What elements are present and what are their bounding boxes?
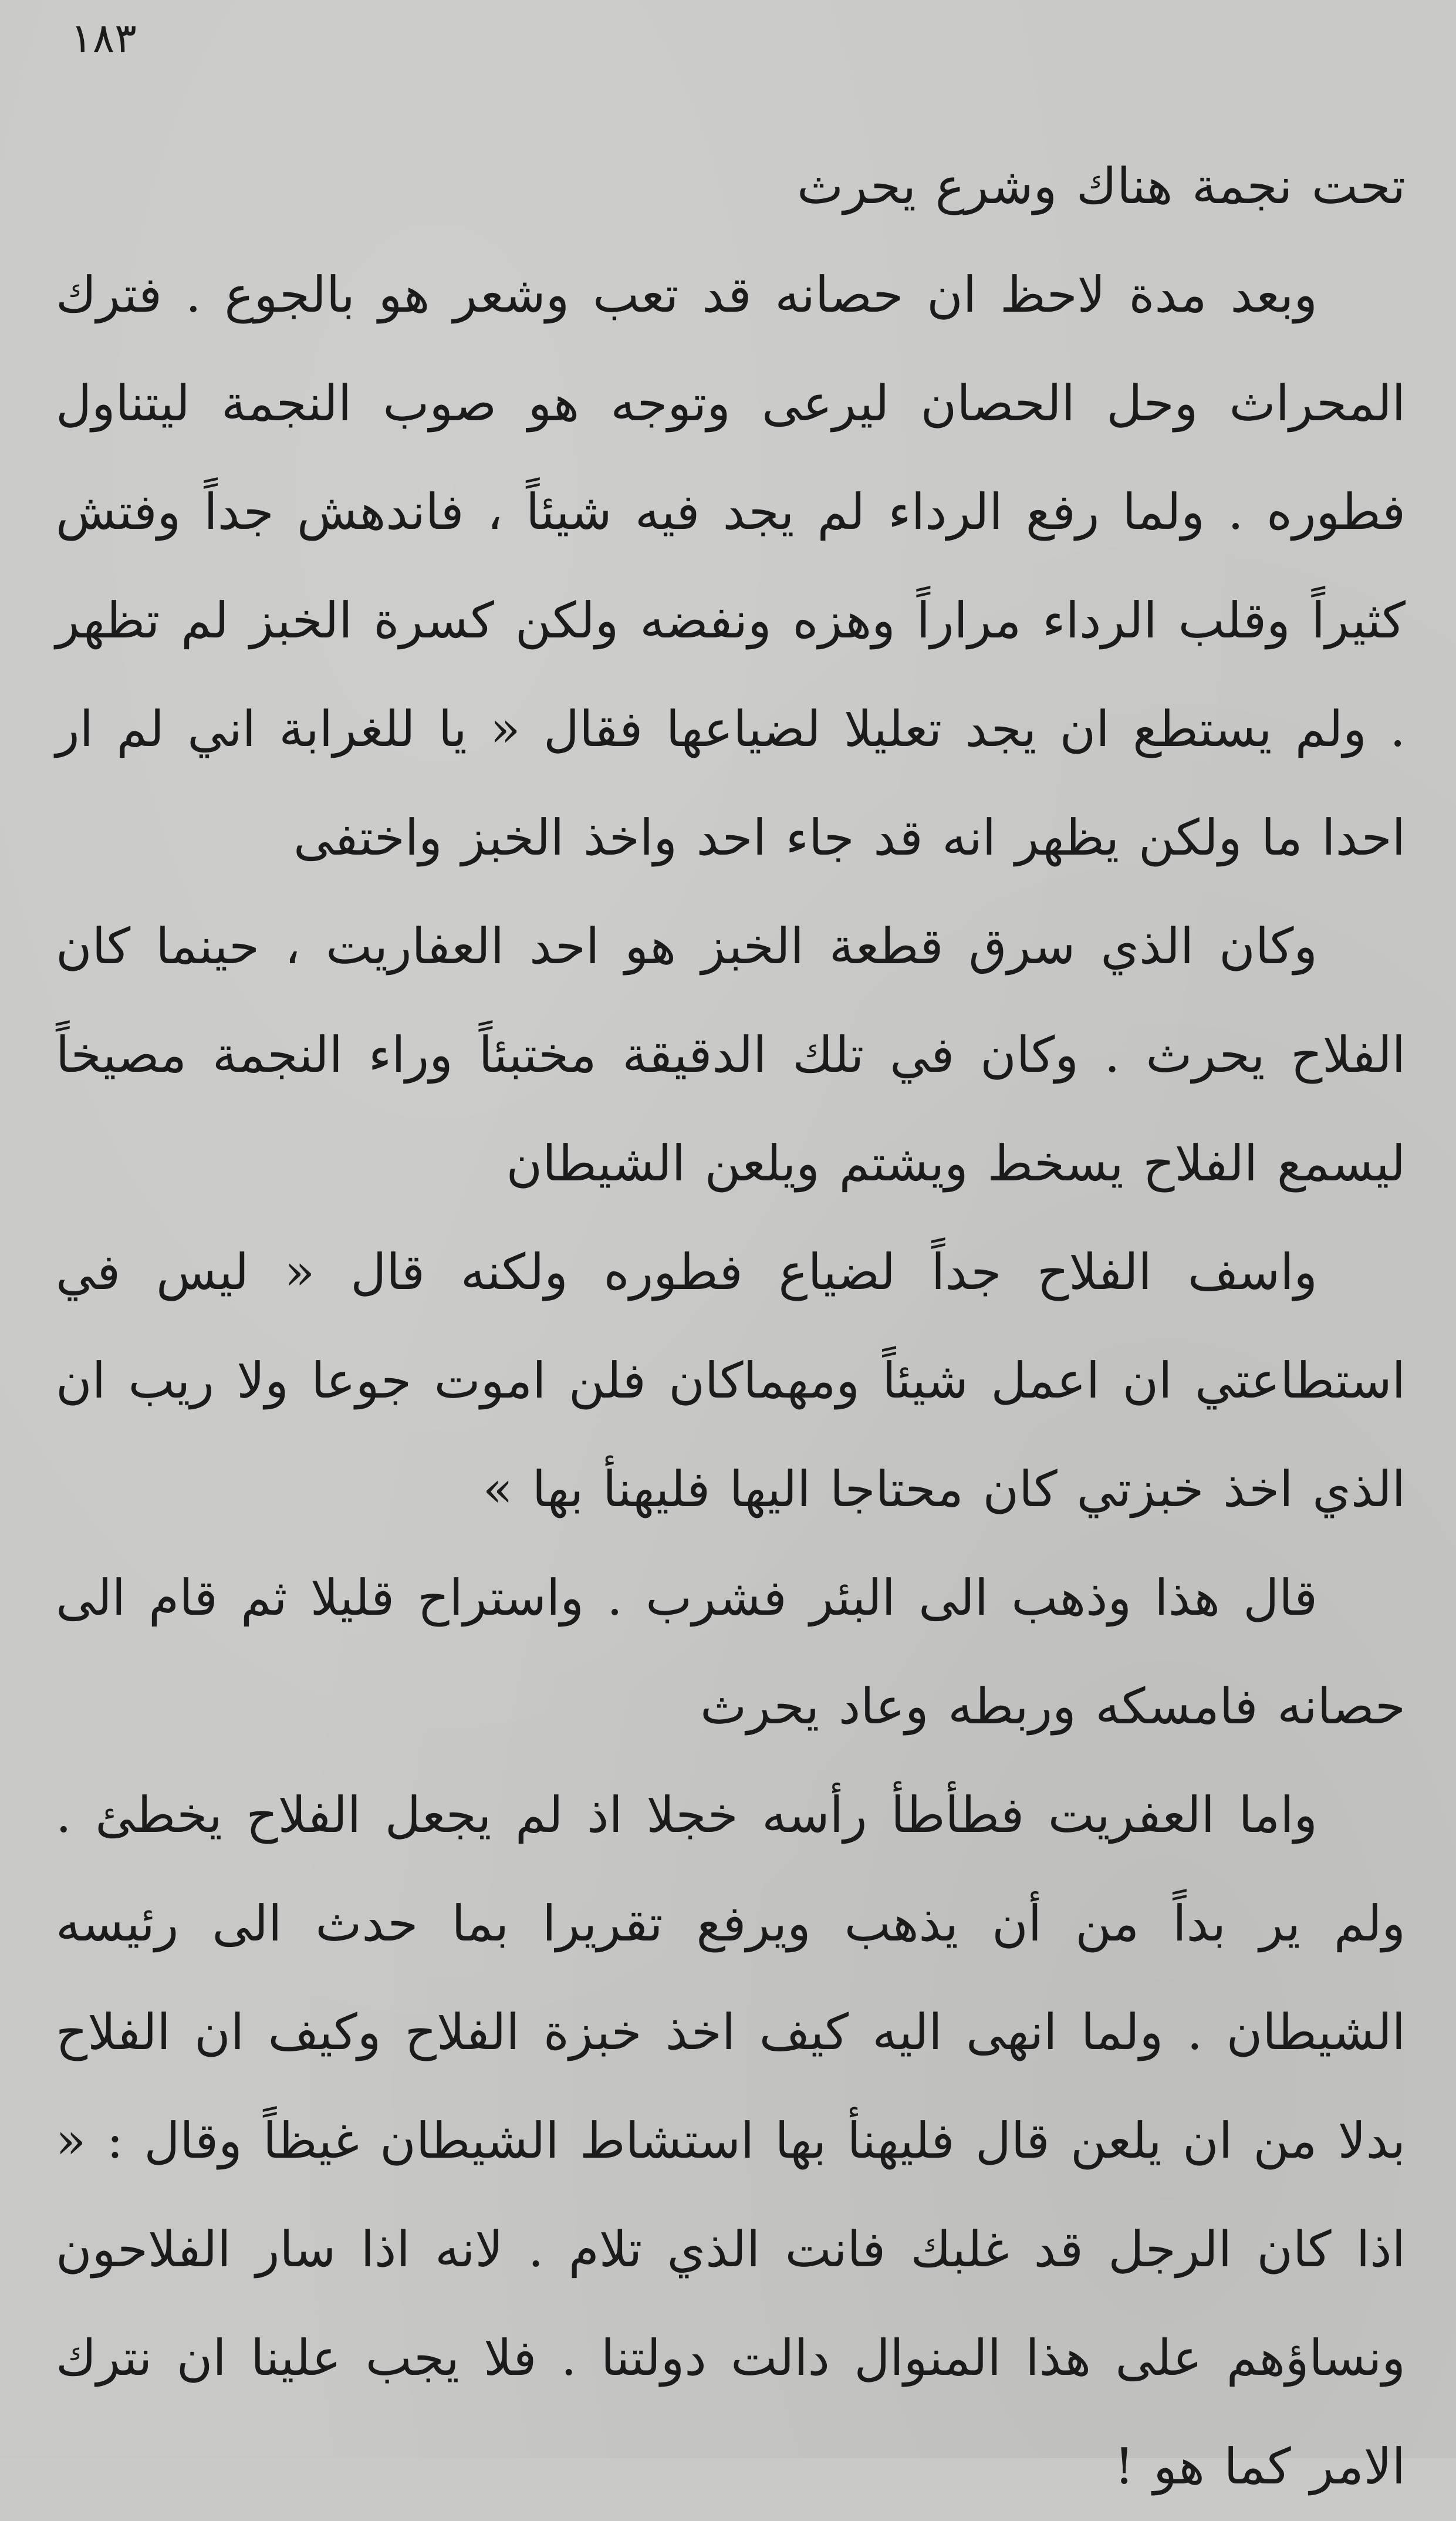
paragraph-1: تحت نجمة هناك وشرع يحرث [796, 157, 1406, 215]
body-text [56, 132, 1406, 2521]
paragraph-3: وكان الذي سرق قطعة الخبز هو احد العفاريت ، حينما كان الفلاح يحرث . وكان في تلك الدقيقة مختبئاً وراء النجمة مصيخاً ليسمع الفلاح يسخط ويشتم ويلعن الشيطان [56, 917, 1406, 1192]
paragraph-6: واما العفريت فطأطأ رأسه خجلا اذ لم يجعل الفلاح يخطئ . ولم ير بداً من أن يذهب ويرفع تقريرا بما حدث الى رئيسه الشيطان . ولما انهى اليه كيف اخذ خبزة الفلاح وكيف ان الفلاح بدلا من ان يلعن قال فليهنأ بها استشاط الشيطان غيظاً وقال : « اذا كان الرجل قد غلبك فانت الذي تلام . لانه اذا سار الفلاحون ونساؤهم على هذا المنوال دالت دولتنا . فلا يجب علينا ان نترك الامر كما هو ! [56, 1786, 1406, 2495]
paragraph-2: وبعد مدة لاحظ ان حصانه قد تعب وشعر هو بالجوع . فترك المحراث وحل الحصان ليرعى وتوجه هو صوب النجمة ليتناول فطوره . ولما رفع الرداء لم يجد فيه شيئاً ، فاندهش جداً وفتش كثيراً وقلب الرداء مراراً وهزه ونفضه ولكن كسرة الخبز لم تظهر . ولم يستطع ان يجد تعليلا لضياعها فقال « يا للغرابة اني لم ار احدا ما ولكن يظهر انه قد جاء احد واخذ الخبز واختفى [56, 266, 1406, 866]
page-number: ١٨٣ [70, 14, 137, 62]
paragraph-4: واسف الفلاح جداً لضياع فطوره ولكنه قال « ليس في استطاعتي ان اعمل شيئاً ومهماكان فلن اموت جوعا ولا ريب ان الذي اخذ خبزتي كان محتاجا اليها فليهنأ بها » [56, 1243, 1406, 1518]
paragraph-5: قال هذا وذهب الى البئر فشرب . واستراح قليلا ثم قام الى حصانه فامسكه وربطه وعاد يحرث [56, 1569, 1406, 1735]
